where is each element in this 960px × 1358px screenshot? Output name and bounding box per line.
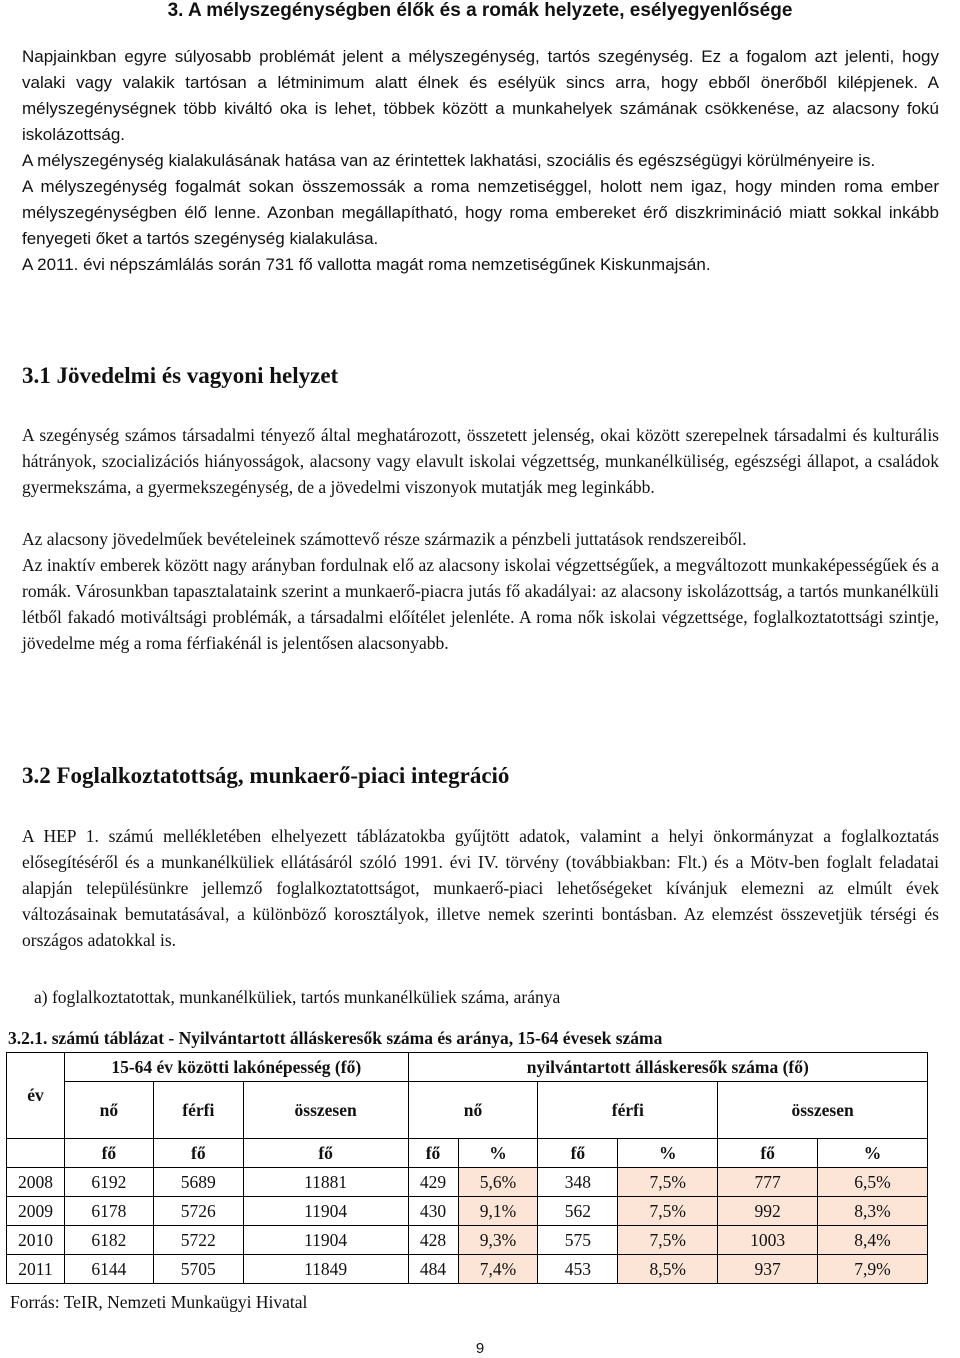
table-cell: 11849 xyxy=(243,1255,408,1284)
table-cell: 6182 xyxy=(64,1226,153,1255)
table-cell: 5689 xyxy=(153,1168,243,1197)
unit-cell: % xyxy=(618,1139,718,1168)
paragraph: A mélyszegénység kialakulásának hatása van az érintettek lakhatási, szociális és egészségügyi körülményeire is. xyxy=(22,151,876,170)
table-cell: 7,5% xyxy=(618,1226,718,1255)
table-row xyxy=(7,1226,928,1255)
table-cell: 6,5% xyxy=(818,1168,928,1197)
unit-cell: fő xyxy=(153,1139,243,1168)
unit-cell: % xyxy=(818,1139,928,1168)
unit-cell: % xyxy=(458,1139,538,1168)
column-header: nő xyxy=(408,1082,538,1139)
table-cell: 6144 xyxy=(64,1255,153,1284)
paragraph: Az alacsony jövedelműek bevételeinek számottevő része származik a pénzbeli juttatások rendszereiből. xyxy=(22,529,747,549)
column-header: nő xyxy=(64,1082,153,1139)
table-cell: 11904 xyxy=(243,1226,408,1255)
table-cell: 11904 xyxy=(243,1197,408,1226)
table-row xyxy=(7,1197,928,1226)
section-3-2-body xyxy=(22,823,939,953)
table-cell: 9,3% xyxy=(458,1226,538,1255)
page-number: 9 xyxy=(475,1340,485,1357)
table-cell: 8,5% xyxy=(618,1255,718,1284)
table-caption: 3.2.1. számú táblázat - Nyilvántartott álláskeresők száma és aránya, 15-64 évesek száma xyxy=(8,1028,663,1048)
table-cell: 348 xyxy=(538,1168,618,1197)
table-cell: 1003 xyxy=(718,1226,818,1255)
column-header: férfi xyxy=(538,1082,718,1139)
table-cell: 484 xyxy=(408,1255,458,1284)
section-3-1-body xyxy=(22,422,939,656)
table-cell: 575 xyxy=(538,1226,618,1255)
table-cell: 2010 xyxy=(7,1226,65,1255)
table-cell: 7,5% xyxy=(618,1168,718,1197)
table-header-row xyxy=(7,1053,928,1082)
unit-cell: fő xyxy=(718,1139,818,1168)
group-header-population: 15-64 év közötti lakónépesség (fő) xyxy=(64,1053,408,1082)
table-cell: 5705 xyxy=(153,1255,243,1284)
table-cell: 8,4% xyxy=(818,1226,928,1255)
table-row xyxy=(7,1255,928,1284)
table-cell: 9,1% xyxy=(458,1197,538,1226)
table-cell: 777 xyxy=(718,1168,818,1197)
section-heading-3-2: 3.2 Foglalkoztatottság, munkaerő-piaci integráció xyxy=(22,763,510,788)
section-heading-3: 3. A mélyszegénységben élők és a romák helyzete, esélyegyenlősége xyxy=(167,0,793,21)
table-cell: 6178 xyxy=(64,1197,153,1226)
unit-cell: fő xyxy=(408,1139,458,1168)
table-cell: 5726 xyxy=(153,1197,243,1226)
table-units-row xyxy=(7,1139,928,1168)
table-cell: 937 xyxy=(718,1255,818,1284)
table-cell: 453 xyxy=(538,1255,618,1284)
table-source: Forrás: TeIR, Nemzeti Munkaügyi Hivatal xyxy=(10,1292,308,1312)
jobseekers-table xyxy=(6,1052,928,1284)
table-row xyxy=(7,1168,928,1197)
paragraph: Az inaktív emberek között nagy arányban fordulnak elő az alacsony iskolai végzettségűek, a megváltozott munkaképességűek és a romák. Városunkban tapasztalataink szerint a munkaerő-piacra jutás fő akadályai: az alacsony iskolázottság, a tartós munkanélküli létből fakadó motiváltsági problémák, a társadalmi előítélet jelenléte. A roma nők iskolai végzettsége, foglalkoztatottsági szintje, jövedelme még a roma férfiakénál is jelentősen alacsonyabb. xyxy=(22,555,939,653)
table-cell: 11881 xyxy=(243,1168,408,1197)
column-header: összesen xyxy=(718,1082,928,1139)
table-cell: 562 xyxy=(538,1197,618,1226)
table-cell: 6192 xyxy=(64,1168,153,1197)
group-header-jobseekers: nyilvántartott álláskeresők száma (fő) xyxy=(408,1053,927,1082)
table-cell: 5,6% xyxy=(458,1168,538,1197)
section-3-body xyxy=(22,44,939,278)
paragraph: A szegénység számos társadalmi tényező által meghatározott, összetett jelenség, okai között szerepelnek társadalmi és kulturális hátrányok, szocializációs hiányosságok, alacsony vagy elavult iskolai végzettség, munkanélküliség, egészségi állapot, a családok gyermekszáma, a gyermekszegénység, de a jövedelmi viszonyok mutatják meg leginkább. xyxy=(22,425,939,497)
table-cell: 7,5% xyxy=(618,1197,718,1226)
table-cell: 7,4% xyxy=(458,1255,538,1284)
table-cell: 429 xyxy=(408,1168,458,1197)
year-header: év xyxy=(7,1053,65,1139)
paragraph: A mélyszegénység fogalmát sokan összemossák a roma nemzetiséggel, holott nem igaz, hogy minden roma ember mélyszegénységben élő lenne. Azonban megállapítható, hogy roma embereket érő diszkrimináció miatt sokkal inkább fenyegeti őket a tartós szegénység kialakulása. xyxy=(22,177,939,248)
table-cell: 430 xyxy=(408,1197,458,1226)
table-cell: 428 xyxy=(408,1226,458,1255)
table-cell: 8,3% xyxy=(818,1197,928,1226)
column-header: férfi xyxy=(153,1082,243,1139)
paragraph: A 2011. évi népszámlálás során 731 fő vallotta magát roma nemzetiségűnek Kiskunmajsán. xyxy=(22,255,711,274)
table-subheader-row xyxy=(7,1082,928,1139)
table-cell: 2009 xyxy=(7,1197,65,1226)
table-cell: 5722 xyxy=(153,1226,243,1255)
paragraph: Napjainkban egyre súlyosabb problémát jelent a mélyszegénység, tartós szegénység. Ez a fogalom azt jelenti, hogy valaki vagy valakik tartósan a létminimum alatt élnek és esélyük sincs arra, hogy ebből önerőből kilépjenek. A mélyszegénységnek több kiváltó oka is lehet, többek között a munkahelyek számának csökkenése, az alacsony fokú iskolázottság. xyxy=(22,47,939,144)
column-header: összesen xyxy=(243,1082,408,1139)
unit-cell: fő xyxy=(64,1139,153,1168)
unit-cell: fő xyxy=(538,1139,618,1168)
unit-cell: fő xyxy=(243,1139,408,1168)
list-item: a) foglalkoztatottak, munkanélküliek, tartós munkanélküliek száma, aránya xyxy=(34,987,561,1007)
table-cell: 2011 xyxy=(7,1255,65,1284)
section-heading-3-1: 3.1 Jövedelmi és vagyoni helyzet xyxy=(22,363,339,388)
paragraph: A HEP 1. számú mellékletében elhelyezett táblázatokba gyűjtött adatok, valamint a helyi önkormányzat a foglalkoztatás elősegítéséről és a munkanélküliek ellátásáról szóló 1991. évi IV. törvény (továbbiakban: Flt.) és a Mötv-ben foglalt feladatai alapján településünkre jellemző foglalkoztatottságot, munkaerő-piaci lehetőségeket kívánjuk elemezni az elmúlt évek változásainak bemutatásával, a különböző korosztályok, illetve nemek szerinti bontásban. Az elemzést összevetjük térségi és országos adatokkal is. xyxy=(22,826,939,950)
table-cell: 2008 xyxy=(7,1168,65,1197)
table-cell: 7,9% xyxy=(818,1255,928,1284)
table-cell: 992 xyxy=(718,1197,818,1226)
